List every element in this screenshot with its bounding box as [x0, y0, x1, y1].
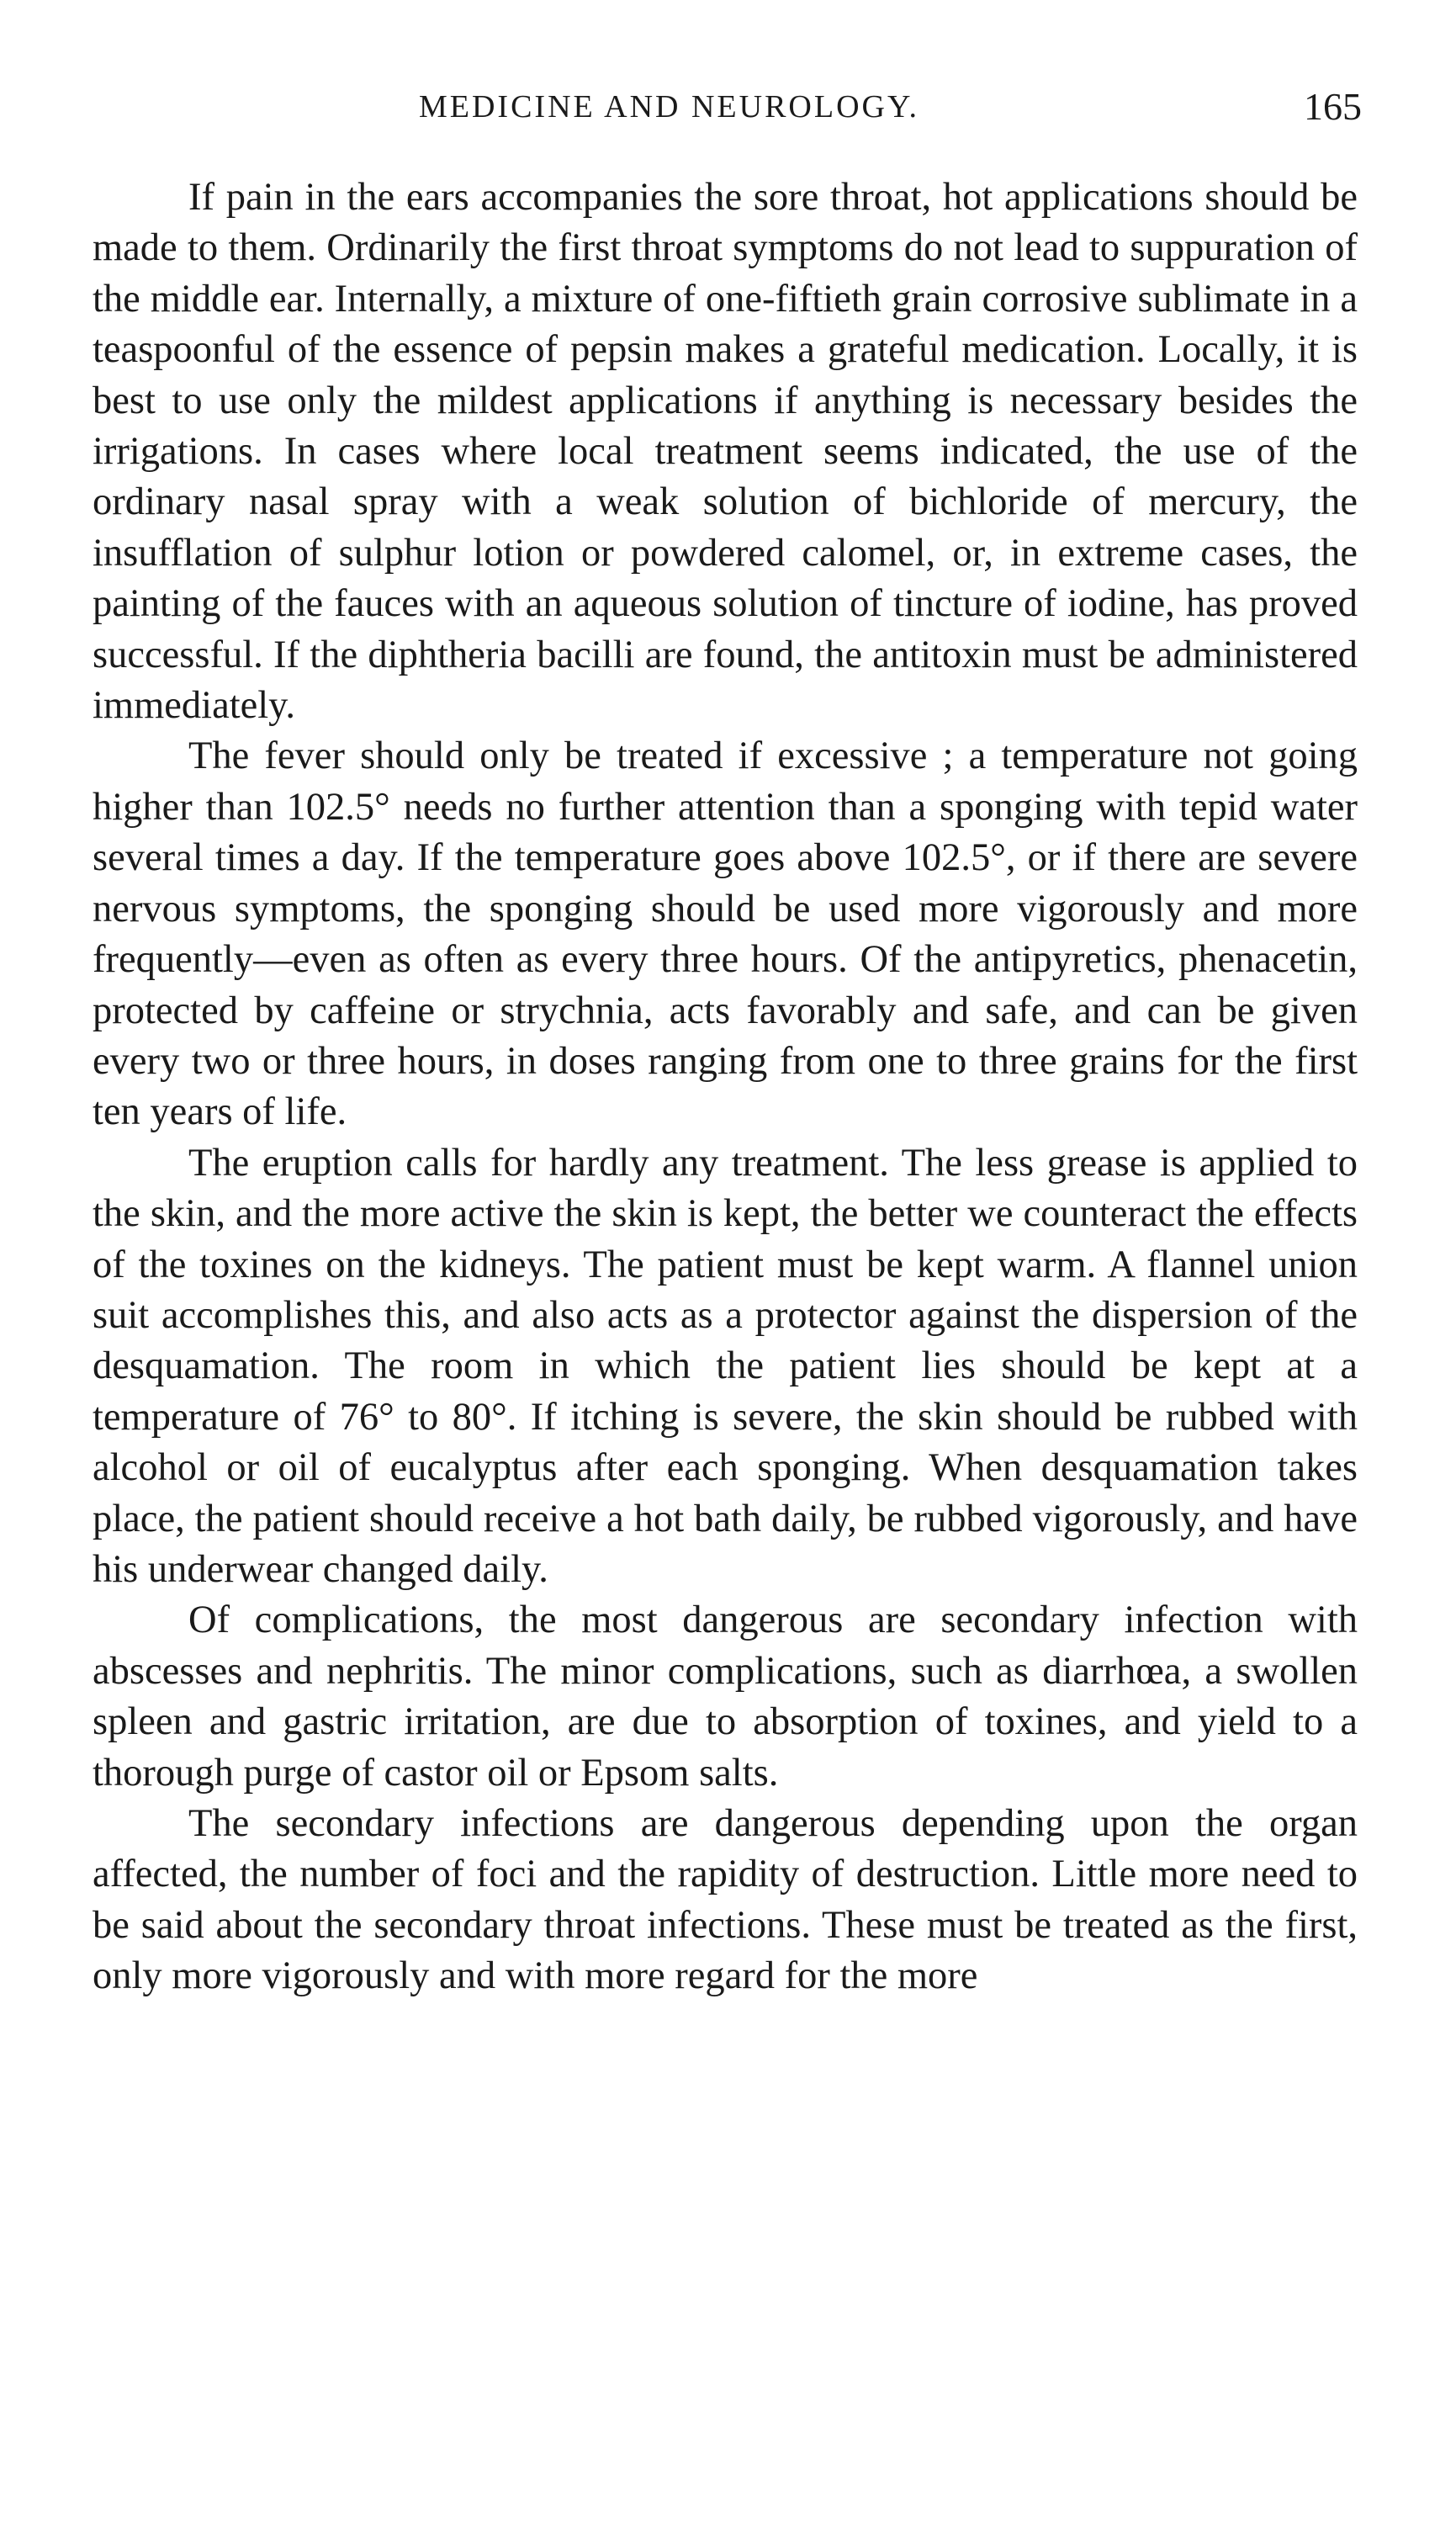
paragraph-secondary-infections: The secondary infections are dangerous depending upon the organ affected, the number of foci and the rapidity of destruction. Little more need to be said about the secondary throat infections. These must be treated as the first, only more vigorously and with more regard for the more — [93, 1802, 1358, 1998]
running-head — [0, 77, 1456, 136]
body-text — [93, 172, 1358, 2002]
paragraph-complications: Of complications, the most dangerous are secondary infection with abscesses and nephritis. The minor complications, such as diarrhœa, a swollen spleen and gastric irritation, are due to absorption of toxines, and yield to a thorough purge of castor oil or Epsom salts. — [93, 1599, 1358, 1795]
page-number: 165 — [1304, 85, 1362, 128]
paragraph-ear-pain: If pain in the ears accompanies the sore throat, hot applications should be made to them. Ordinarily the first throat symptoms do not lead to suppuration of the middle ear. Internally, a mixture of one-fiftieth grain corrosive sublimate in a teaspoonful of the essence of pepsin makes a grateful medication. Locally, it is best to use only the mildest applications if anything is necessary besides the irrigations. In cases where local treatment seems indicated, the use of the ordinary nasal spray with a weak solution of bichloride of mercury, the insufflation of sulphur lotion or powdered calomel, or, in extreme cases, the painting of the fauces with an aqueous solution of tincture of iodine, has proved successful. If the diphtheria bacilli are found, the antitoxin must be administered immediately. — [93, 176, 1358, 728]
paragraph-eruption: The eruption calls for hardly any treatment. The less grease is applied to the skin, and the more active the skin is kept, the better we counteract the effects of the toxines on the kidneys. The patient must be kept warm. A flannel union suit accomplishes this, and also acts as a protector against the dispersion of the desquamation. The room in which the patient lies should be kept at a temperature of 76° to 80°. If itching is severe, the skin should be rubbed with alcohol or oil of eucalyptus after each sponging. When desquamation takes place, the patient should receive a hot bath daily, be rubbed vigorously, and have his underwear changed daily. — [93, 1141, 1358, 1591]
running-title: MEDICINE AND NEUROLOGY. — [418, 89, 919, 125]
paragraph-fever: The fever should only be treated if excessive ; a temperature not going higher than 102.5° needs no further attention than a sponging with tepid water several times a day. If the temperature goes above 102.5°, or if there are severe nervous symptoms, the sponging should be used more vigorously and more frequently—even as often as every three hours. Of the antipyretics, phenacetin, protected by caffeine or strychnia, acts favorably and safe, and can be given every two or three hours, in doses ranging from one to three grains for the first ten years of life. — [93, 734, 1358, 1134]
